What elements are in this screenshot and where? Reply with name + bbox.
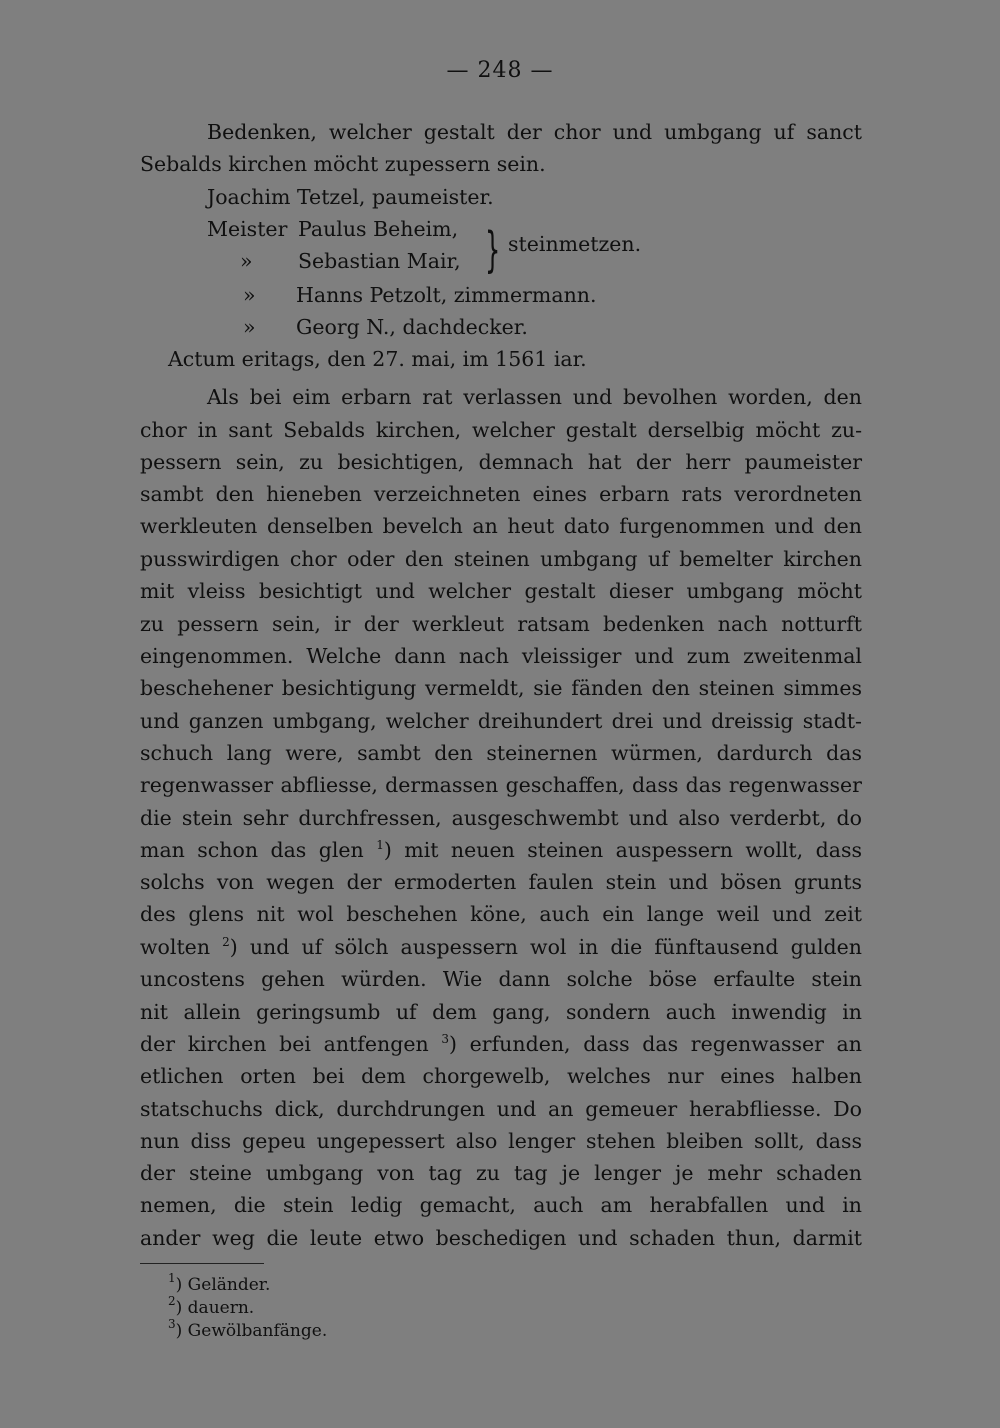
body-line [140, 834, 862, 866]
page-number: — 248 — [446, 58, 554, 83]
body-line: pessern sein, zu besichtigen, demnach hat der herr paumeister [140, 450, 862, 474]
body-text: ) und uf sölch auspessern wol in die fünftausend gulden [229, 935, 862, 959]
body-line: des glens nit wol beschehen köne, auch ein lange weil und zeit [140, 902, 862, 926]
body-line: werkleuten denselben bevelch an heut dato furgenommen und den [140, 514, 862, 538]
master-name: Paulus Beheim, [298, 217, 459, 241]
footnote-mark: 2 [168, 1294, 176, 1308]
actum-line: Actum eritags, den 27. mai, im 1561 iar. [168, 347, 587, 371]
body-line: nemen, die stein ledig gemacht, auch am herabfallen und in [140, 1193, 862, 1217]
heading-line: Sebalds kirchen möcht zupessern sein. [140, 152, 546, 176]
footnote-text: ) Gewölbanfänge. [175, 1321, 328, 1341]
body-line: beschehener besichtigung vermeldt, sie fänden den steinen simmes [140, 676, 862, 700]
footnote-ref[interactable]: 1 [376, 838, 384, 852]
body-line: die stein sehr durchfressen, ausgeschwembt und also verderbt, do [140, 806, 862, 830]
body-line: regenwasser abfliesse, dermassen geschaffen, dass das regenwasser [140, 773, 862, 797]
body-line: sambt den hieneben verzeichneten eines erbarn rats verordneten [140, 482, 862, 506]
body-line: mit vleiss besichtigt und welcher gestalt dieser umbgang möcht [140, 579, 862, 603]
body-line: ander weg die leute etwo beschedigen und schaden thun, darmit [140, 1226, 862, 1250]
footnote-mark: 3 [168, 1317, 176, 1331]
body-line [140, 1028, 862, 1060]
body-line: zu pessern sein, ir der werkleut ratsam bedenken nach notturft [140, 612, 862, 636]
footnote [168, 1294, 255, 1319]
brace-icon: } [485, 222, 501, 278]
footnote-divider [140, 1263, 264, 1264]
group-label: steinmetzen. [508, 232, 642, 256]
body-line: nun diss gepeu ungepessert also lenger stehen bleiben sollt, dass [140, 1129, 862, 1153]
footnote-text: ) Geländer. [175, 1275, 271, 1295]
body-line: uncostens gehen würden. Wie dann solche böse erfaulte stein [140, 967, 862, 991]
master-name: Sebastian Mair, [298, 249, 461, 273]
master-name: Georg N., dachdecker. [296, 315, 528, 339]
footnote-mark: 1 [168, 1271, 176, 1285]
master-prefix: » [240, 249, 253, 273]
body-line [140, 931, 862, 963]
body-line: schuch lang were, sambt den steinernen würmen, dardurch das [140, 741, 862, 765]
body-line: der steine umbgang von tag zu tag je lenger je mehr schaden [140, 1161, 862, 1185]
body-text: ) erfunden, dass das regenwasser an [449, 1032, 862, 1056]
master-prefix: » [243, 315, 256, 339]
body-text: man schon das glen [140, 838, 364, 862]
footnote-ref[interactable]: 3 [441, 1032, 449, 1046]
body-line: pusswirdigen chor oder den steinen umbgang uf bemelter kirchen [140, 547, 862, 571]
master-prefix: » [243, 283, 256, 307]
footnote [168, 1271, 271, 1296]
master-prefix: Meister [207, 217, 288, 241]
master-name: Hanns Petzolt, zimmermann. [296, 283, 597, 307]
body-text: ) mit neuen steinen auspessern wollt, dass [383, 838, 862, 862]
body-line: solchs von wegen der ermoderten faulen stein und bösen grunts [140, 870, 862, 894]
heading-line: Joachim Tetzel, paumeister. [207, 185, 494, 209]
body-line: etlichen orten bei dem chorgewelb, welches nur eines halben [140, 1064, 862, 1088]
footnote-ref[interactable]: 2 [222, 935, 230, 949]
footnote [168, 1317, 328, 1342]
body-line: chor in sant Sebalds kirchen, welcher gestalt derselbig möcht zu- [140, 418, 862, 442]
heading-line: Bedenken, welcher gestalt der chor und umbgang uf sanct [207, 120, 862, 144]
body-line: nit allein geringsumb uf dem gang, sondern auch inwendig in [140, 1000, 862, 1024]
body-line: eingenommen. Welche dann nach vleissiger und zum zweitenmal [140, 644, 862, 668]
body-line: Als bei eim erbarn rat verlassen und bevolhen worden, den [207, 385, 862, 409]
body-text: wolten [140, 935, 211, 959]
body-line: statschuchs dick, durchdrungen und an gemeuer herabfliesse. Do [140, 1097, 862, 1121]
body-text: der kirchen bei antfengen [140, 1032, 429, 1056]
footnote-text: ) dauern. [175, 1298, 255, 1318]
body-line: und ganzen umbgang, welcher dreihundert drei und dreissig stadt- [140, 709, 862, 733]
